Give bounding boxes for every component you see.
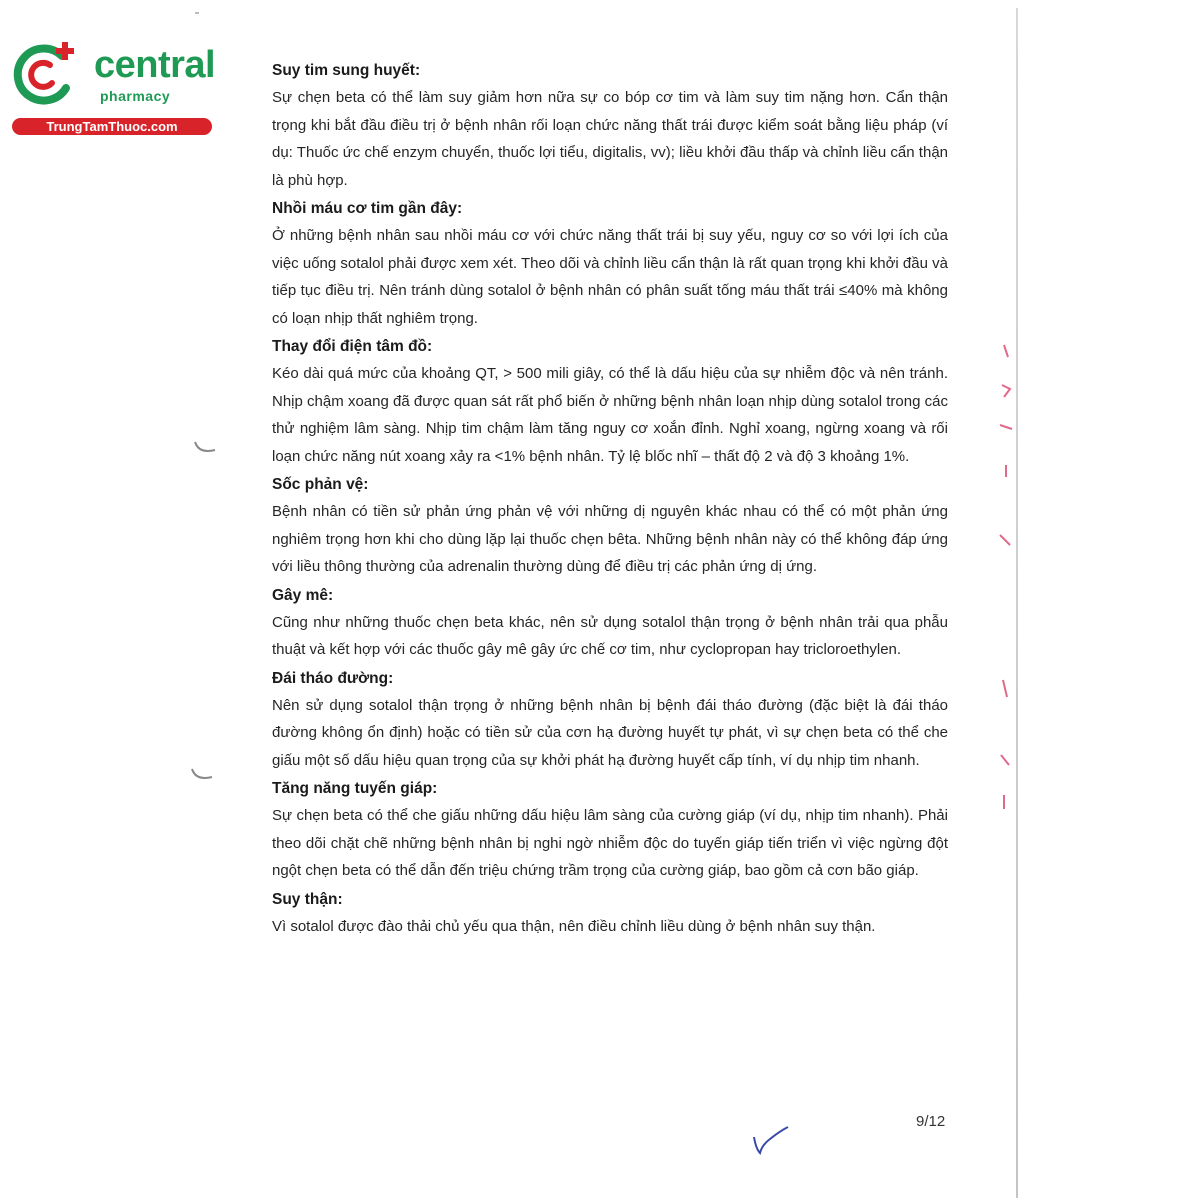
section-recent-myocardial-infarction [272,196,948,332]
section-text: Ở những bệnh nhân sau nhồi máu cơ với chức năng thất trái bị suy yếu, nguy cơ so với lợi ích của việc uống sotalol phải được xem xét. Theo dõi và chỉnh liều cẩn thận là rất quan trọng khi khởi đầu và tiếp tục điều trị. Nên tránh dùng sotalol ở bệnh nhân có phân suất tống máu thất trái ≤40% mà không có loạn nhịp thất nghiêm trọng. [272,227,948,327]
scan-artifact [195,12,199,14]
section-anaphylaxis [272,472,948,581]
handwritten-check-icon [750,1125,792,1159]
page-number: 9/12 [916,1113,946,1130]
section-anesthesia [272,583,948,664]
section-diabetes [272,666,948,775]
section-heading: Gây mê: [272,586,334,604]
section-heading: Đái tháo đường: [272,669,394,687]
document-body [272,58,948,942]
section-text: Vì sotalol được đào thải chủ yếu qua thận, nên điều chỉnh liều dùng ở bệnh nhân suy thận. [272,917,876,935]
section-text: Sự chẹn beta có thể che giấu những dấu hiệu lâm sàng của cường giáp (ví dụ, nhịp tim nhanh). Phải theo dõi chặt chẽ những bệnh nhân bị nghi ngờ nhiễm độc do tuyến giáp tiến triển vì việc ngừng đột ngột chẹn beta có thể dẫn đến triệu chứng trầm trọng của cường giáp, bao gồm cả cơn bão giáp. [272,807,948,879]
binder-hole-mark-icon [190,765,216,785]
section-heading: Suy tim sung huyết: [272,62,421,79]
page-edge [1016,8,1018,1198]
section-text: Nên sử dụng sotalol thận trọng ở những bệnh nhân bị bệnh đái tháo đường (đặc biệt là đái tháo đường không ổn định) hoặc có tiền sử của cơn hạ đường huyết tự phát, vì sự chẹn beta có thể che giấu một số dấu hiệu quan trọng của sự khởi phát hạ đường huyết cấp tính, ví dụ nhịp tim nhanh. [272,696,948,769]
central-pharmacy-logo[interactable] [10,38,216,136]
red-stamp-fragment-icon [994,335,1016,815]
binder-hole-mark-icon [193,438,219,458]
section-ecg-changes [272,334,948,470]
section-heading: Suy thận: [272,890,343,908]
logo-mark-icon [10,38,82,110]
section-heading: Nhồi máu cơ tim gần đây: [272,200,463,217]
logo-brand-name: central [94,44,216,86]
section-text: Cũng như những thuốc chẹn beta khác, nên sử dụng sotalol thận trọng ở bệnh nhân trải qua phẫu thuật và kết hợp với các thuốc gây mê gây ức chế cơ tim, như cyclopropan hay tricloroethylen. [272,613,948,658]
section-text: Kéo dài quá mức của khoảng QT, > 500 mili giây, có thể là dấu hiệu của sự nhiễm độc và nên tránh. Nhịp chậm xoang đã được quan sát rất phổ biến ở những bệnh nhân loạn nhịp dùng sotalol trong các thử nghiệm lâm sàng. Nhịp tim chậm làm tăng nguy cơ xoắn đỉnh. Nghỉ xoang, ngừng xoang và rối loạn chức năng nút xoang xảy ra <1% bệnh nhân. Tỷ lệ blốc nhĩ – thất độ 2 và độ 3 khoảng 1%. [272,365,948,465]
section-text: Sự chẹn beta có thể làm suy giảm hơn nữa sự co bóp cơ tim và làm suy tim nặng hơn. Cẩn thận trọng khi bắt đầu điều trị ở bệnh nhân rối loạn chức năng thất trái được kiểm soát bằng liệu pháp (ví dụ: Thuốc ức chế enzym chuyển, thuốc lợi tiểu, digitalis, vv); liều khởi đầu thấp và chỉnh liều cẩn thận là phù hợp. [272,89,948,189]
section-renal-impairment [272,887,948,941]
logo-website[interactable]: TrungTamThuoc.com [12,118,212,135]
logo-subtitle: pharmacy [100,88,171,104]
section-congestive-heart-failure [272,58,948,194]
section-heading: Thay đổi điện tâm đồ: [272,338,433,355]
section-hyperthyroidism [272,776,948,885]
section-heading: Tăng năng tuyến giáp: [272,780,438,797]
section-text: Bệnh nhân có tiền sử phản ứng phản vệ với những dị nguyên khác nhau có thể có một phản ứng nghiêm trọng hơn khi cho dùng lặp lại thuốc chẹn bêta. Những bệnh nhân này có thể không đáp ứng với liều thông thường của adrenalin thường dùng để điều trị các phản ứng dị ứng. [272,503,948,575]
section-heading: Sốc phản vệ: [272,476,369,493]
